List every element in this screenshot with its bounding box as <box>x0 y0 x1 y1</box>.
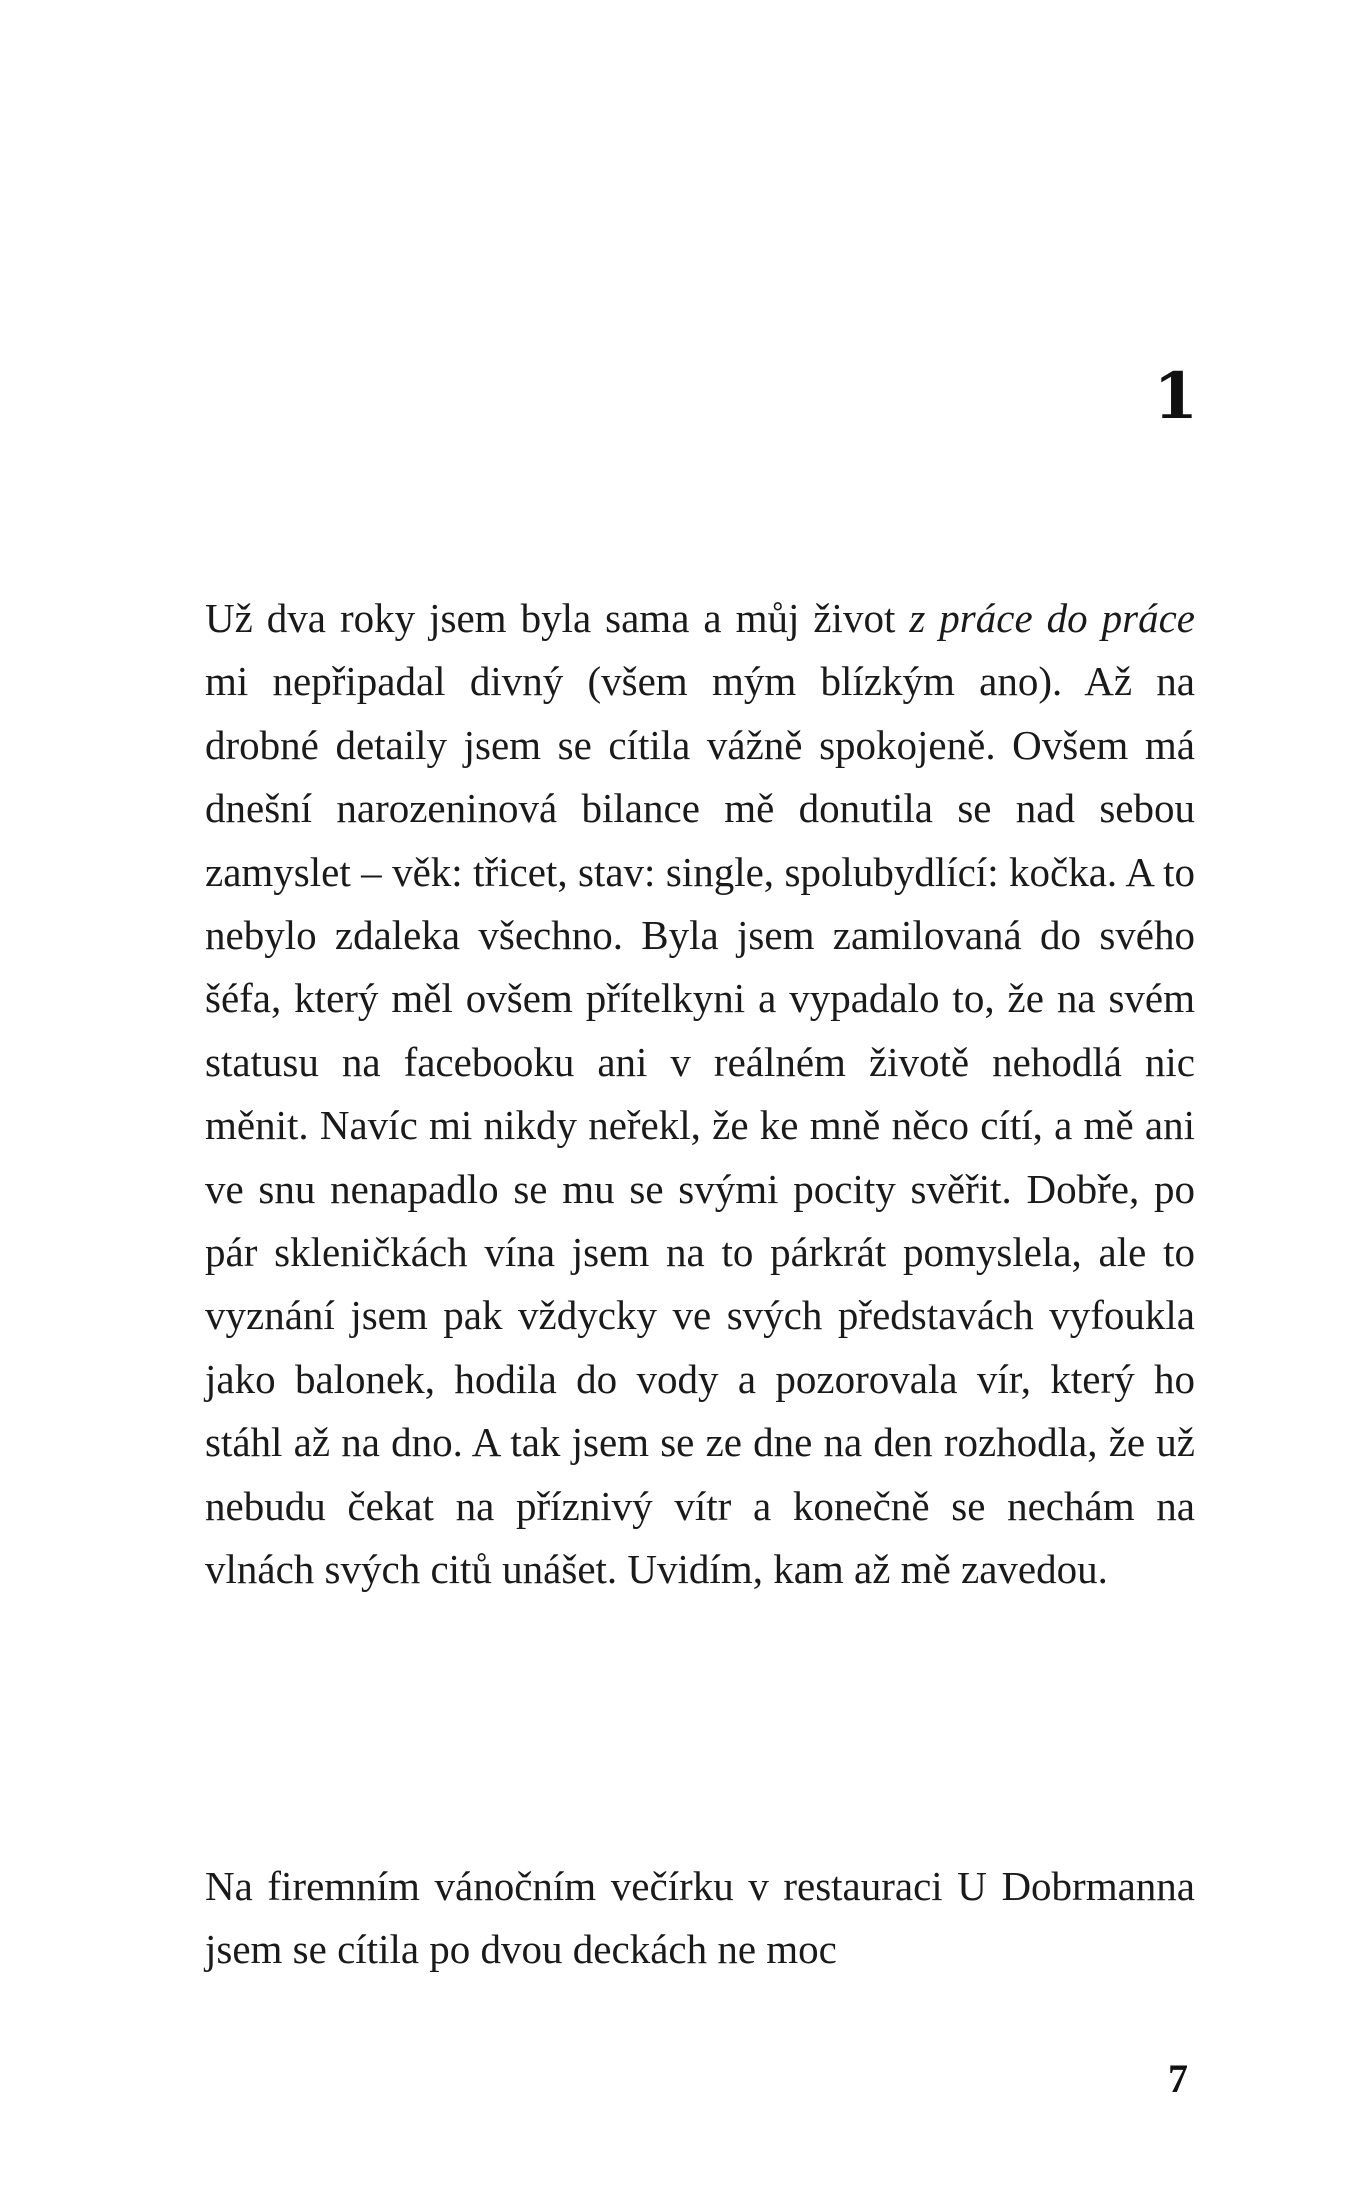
paragraph-2: Na firemním vánočním večírku v restauraci U Dobrmanna jsem se cítila po dvou deckách ne moc <box>205 1863 1195 1973</box>
chapter-number: 1 <box>1153 359 1198 434</box>
paragraph-1-text-end: mi nepřipadal divný (všem mým blízkým ano). Až na drobné detaily jsem se cítila vážně spokojeně. Ovšem má dnešní narozeninová bilance mě donutila se nad sebou zamyslet – věk: třicet, stav: single, spolubydlící: kočka. A to nebylo zdaleka všechno. Byla jsem zamilovaná do svého šéfa, který měl ovšem přítelkyni a vypadalo to, že na svém statusu na facebooku ani v reálném životě nehodlá nic měnit. Navíc mi nikdy neřekl, že ke mně něco cítí, a mě ani ve snu nenapadlo se mu se svými pocity svěřit. Dobře, po pár skleničkách vína jsem na to párkrát pomyslela, ale to vyznání jsem pak vždycky ve svých představách vyfoukla jako balonek, hodila do vody a pozorovala vír, který ho stáhl až na dno. A tak jsem se ze dne na den rozhodla, že už nebudu čekat na příznivý vítr a konečně se nechám na vlnách svých citů unášet. Uvidím, kam až mě zavedou. <box>205 658 1195 1593</box>
paragraph-1 <box>205 587 1195 1602</box>
page-number: 7 <box>1168 2056 1188 2101</box>
paragraph-1-text-start: Už dva roky jsem byla sama a můj život <box>205 595 910 641</box>
paragraph-1-italic-phrase: z práce do práce <box>909 595 1195 641</box>
